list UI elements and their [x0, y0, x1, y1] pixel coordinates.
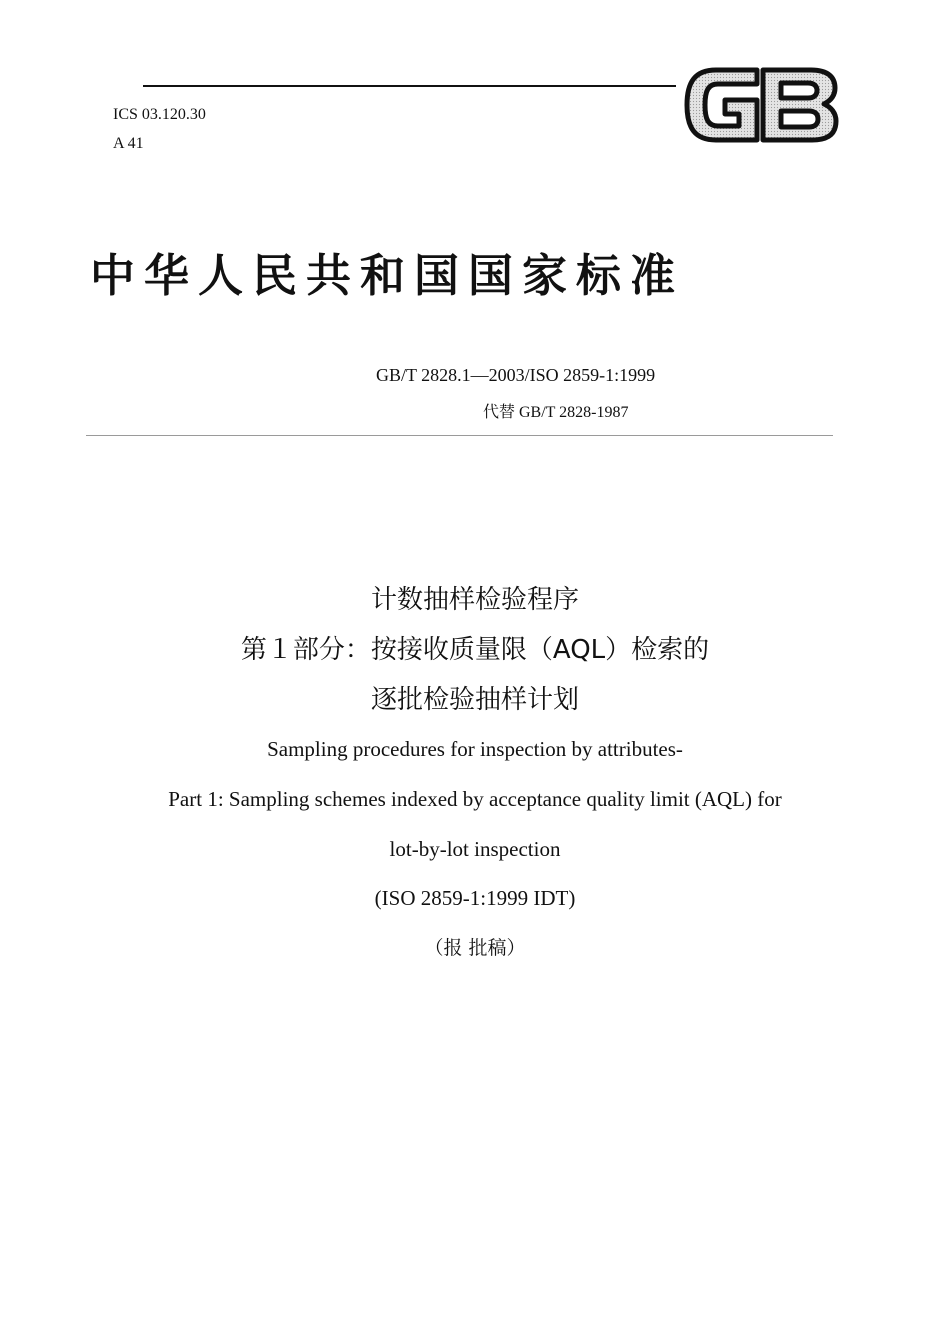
gb-logo	[683, 64, 839, 146]
iso-equivalence: (ISO 2859-1:1999 IDT)	[374, 886, 576, 910]
national-standard-title: 中华人民共和国国家标准	[90, 249, 685, 302]
english-title-line-3: lot-by-lot inspection	[389, 837, 561, 861]
divider	[86, 435, 833, 436]
english-title-line-1: Sampling procedures for inspection by attributes-	[267, 737, 683, 761]
english-title-line-2: Part 1: Sampling schemes indexed by acceptance quality limit (AQL) for	[168, 787, 782, 811]
draft-status: （报 批稿）	[424, 937, 526, 959]
replaces-standard: 代替 GB/T 2828-1987	[483, 404, 629, 421]
standard-number: GB/T 2828.1—2003/ISO 2859-1:1999	[376, 365, 656, 385]
top-rule	[143, 85, 676, 87]
ccs-code: A 41	[113, 135, 144, 152]
chinese-title-line-2: 第１部分：按接收质量限（AQL）检索的	[240, 635, 710, 665]
chinese-title-line-1: 计数抽样检验程序	[370, 585, 579, 615]
chinese-title-line-3: 逐批检验抽样计划	[370, 685, 579, 715]
ics-code: ICS 03.120.30	[113, 106, 206, 123]
